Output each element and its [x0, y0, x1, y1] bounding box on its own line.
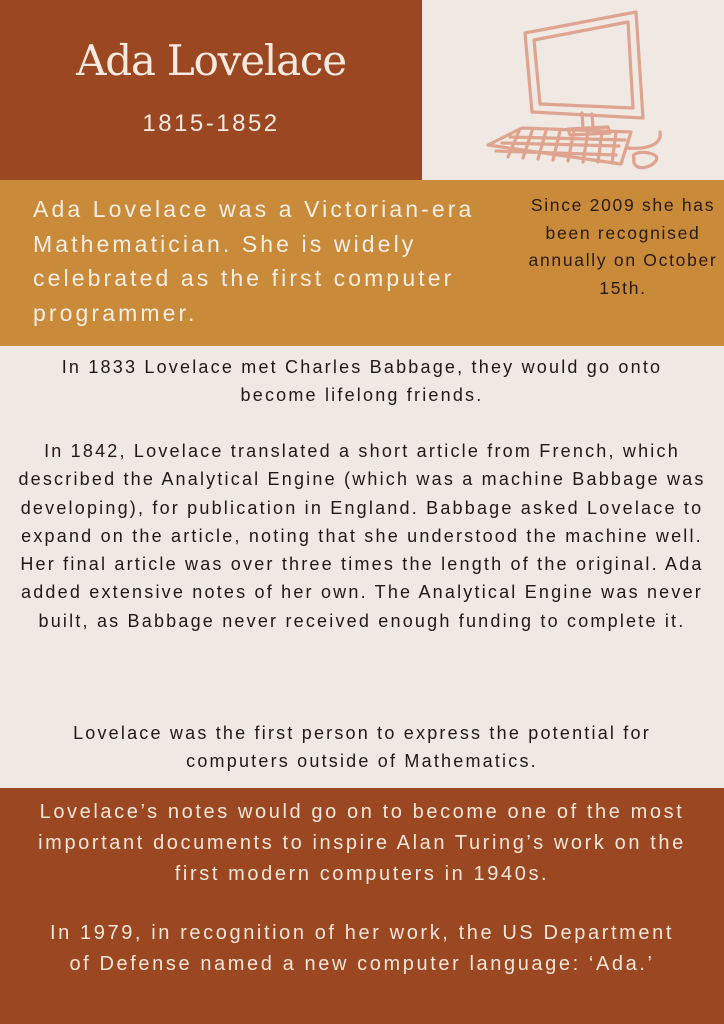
babbage-meeting-paragraph: In 1833 Lovelace met Charles Babbage, they would go onto become lifelong friends. [61, 357, 663, 406]
intro-band [0, 180, 724, 346]
ada-language-paragraph: In 1979, in recognition of her work, the US Department of Defense named a new computer language: ‘Ada.’ [50, 922, 674, 975]
desktop-computer-icon [422, 0, 724, 180]
legacy-section [0, 788, 724, 1024]
recognition-note: Since 2009 she has been recognised annually on October 15th. [528, 195, 718, 298]
biography-section [0, 346, 724, 788]
intro-summary: Ada Lovelace was a Victorian-era Mathematician. She is widely celebrated as the first computer programmer. [33, 196, 475, 326]
potential-paragraph: Lovelace was the first person to express the potential for computers outside of Mathematics. [73, 723, 651, 772]
page-title: Ada Lovelace [76, 36, 346, 85]
header-panel [0, 0, 422, 180]
turing-paragraph: Lovelace’s notes would go on to become one of the most important documents to inspire Alan Turing’s work on the first modern computers in 1940s. [38, 801, 686, 885]
life-years: 1815-1852 [142, 110, 280, 137]
illustration-panel [422, 0, 724, 180]
analytical-engine-paragraph: In 1842, Lovelace translated a short article from French, which described the Analytical Engine (which was a machine Babbage was developing), for publication in England. Babbage asked Lovelace to expand on the article, noting that she understood the machine well. Her final article was over three times the length of the original. Ada added extensive notes of her own. The Analytical Engine was never built, as Babbage never received enough funding to complete it. [18, 441, 706, 631]
